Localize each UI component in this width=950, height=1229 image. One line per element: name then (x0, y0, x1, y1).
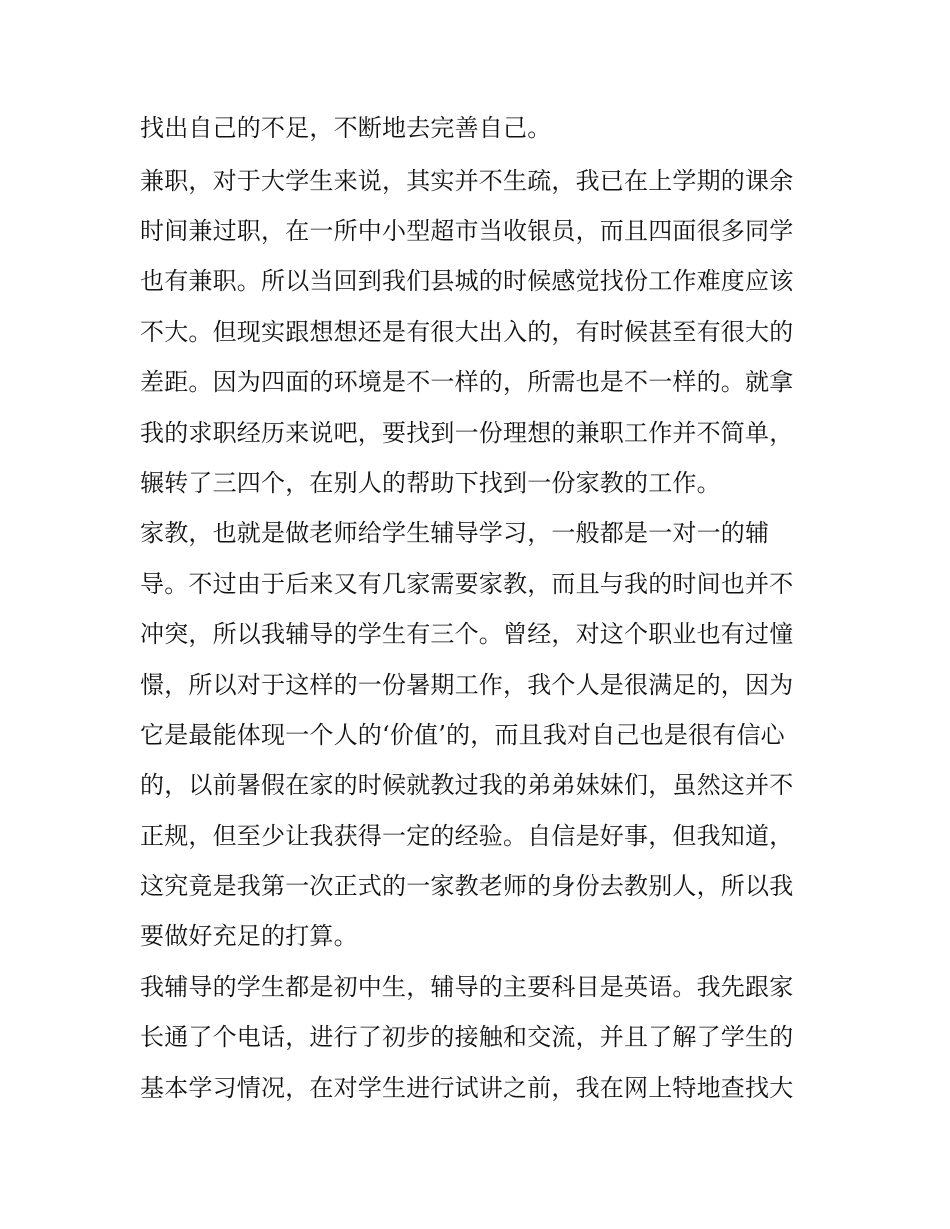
text-line: 差距。因为四面的环境是不一样的，所需也是不一样的。就拿 (140, 368, 794, 396)
text-line: 要做好充足的打算。 (140, 922, 358, 950)
text-line: 兼职，对于大学生来说，其实并不生疏，我已在上学期的课余 (140, 167, 794, 195)
text-line: 找出自己的不足，不断地去完善自己。 (140, 114, 552, 142)
text-line: 时间兼过职，在一所中小型超市当收银员，而且四面很多同学 (140, 217, 794, 245)
text-line: 憬，所以对于这样的一份暑期工作，我个人是很满足的，因为 (140, 671, 794, 699)
text-line: 冲突，所以我辅导的学生有三个。曾经，对这个职业也有过憧 (140, 620, 794, 648)
text-line: 正规，但至少让我获得一定的经验。自信是好事，但我知道， (140, 822, 794, 850)
text-line: 长通了个电话，进行了初步的接触和交流，并且了解了学生的 (140, 1023, 794, 1051)
text-line: 导。不过由于后来又有几家需要家教，而且与我的时间也并不 (140, 570, 794, 598)
text-line: 这究竟是我第一次正式的一家教老师的身份去教别人，所以我 (140, 872, 794, 900)
text-line: 辗转了三四个，在别人的帮助下找到一份家教的工作。 (140, 469, 721, 497)
text-line: 不大。但现实跟想想还是有很大出入的，有时候甚至有很大的 (140, 318, 794, 346)
text-line: 的，以前暑假在家的时候就教过我的弟弟妹妹们，虽然这并不 (140, 771, 794, 799)
text-line: 它是最能体现一个人的‘价值’的，而且我对自己也是很有信心 (140, 721, 785, 749)
text-line: 基本学习情况，在对学生进行试讲之前，我在网上特地查找大 (140, 1074, 794, 1102)
text-line: 也有兼职。所以当回到我们县城的时候感觉找份工作难度应该 (140, 267, 794, 295)
text-line: 家教，也就是做老师给学生辅导学习，一般都是一对一的辅 (140, 519, 770, 547)
text-line: 我的求职经历来说吧，要找到一份理想的兼职工作并不简单， (140, 419, 794, 447)
text-line: 我辅导的学生都是初中生，辅导的主要科目是英语。我先跟家 (140, 973, 794, 1001)
